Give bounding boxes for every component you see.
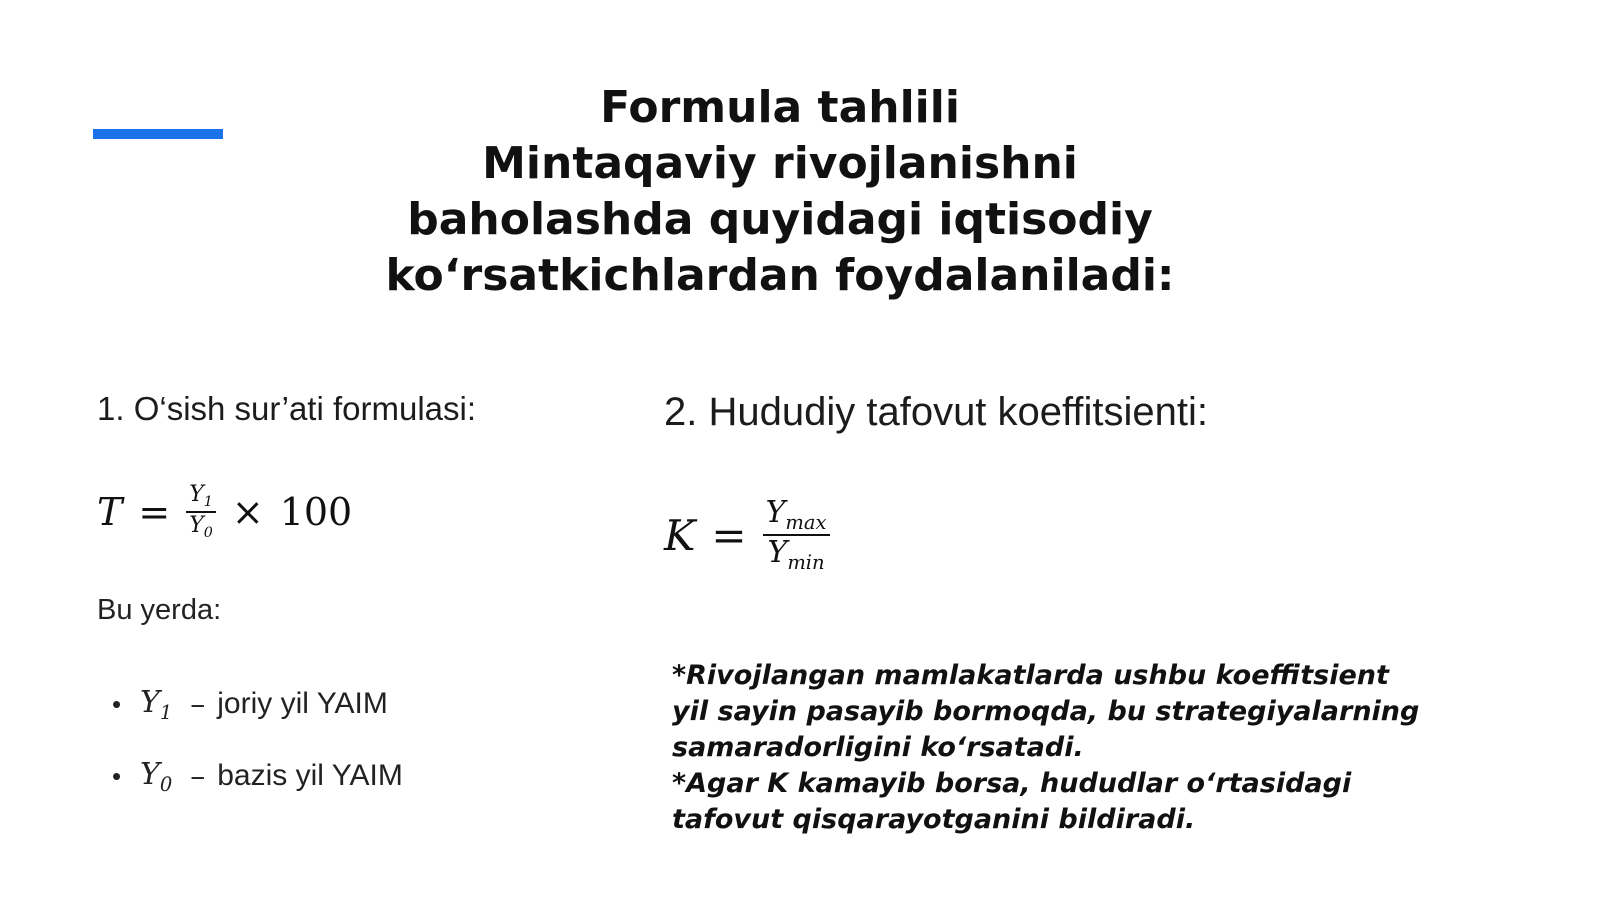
growth-rate-heading: 1. O‘sish sur’ati formulasi:: [97, 390, 477, 427]
list-item: [112, 754, 403, 798]
title-line: Mintaqaviy rivojlanishni: [482, 138, 1078, 189]
accent-bar: [93, 129, 223, 139]
where-label: Bu yerda:: [97, 594, 222, 626]
factor-value: 100: [279, 490, 353, 534]
bullet-icon: •: [112, 760, 122, 791]
fraction-numerator: $Y_1$: [186, 484, 216, 513]
equals-sign: =: [138, 490, 171, 534]
dash: –: [190, 758, 206, 794]
note-paragraph: *Rivojlangan mamlakatlarda ushbu koeffitsient yil sayin pasayib bormoqda, bu strategiyalarning samaradorligini ko‘rsatadi.: [672, 660, 1420, 763]
subscript: 1: [203, 493, 213, 510]
equals-sign: =: [711, 510, 747, 560]
note-paragraph: *Agar K kamayib borsa, hududlar o‘rtasidagi tafovut qisqarayotganini bildiradi.: [672, 768, 1352, 835]
disparity-formula: [664, 495, 830, 575]
list-item: [112, 682, 403, 726]
variable-symbol: $Y_1$: [140, 684, 173, 724]
formula-lhs: K: [664, 510, 696, 560]
growth-rate-formula: [97, 482, 352, 542]
variable-description: joriy yil YAIM: [217, 687, 388, 720]
subscript: max: [785, 510, 827, 534]
times-sign: ×: [231, 490, 264, 534]
dash: –: [190, 686, 206, 722]
fraction: [186, 481, 216, 541]
variable-description: bazis yil YAIM: [217, 759, 403, 792]
bullet-icon: •: [112, 688, 122, 719]
subscript: 0: [203, 525, 213, 541]
fraction-numerator: $Y_{max}$: [763, 498, 830, 536]
title-line: baholashda quyidagi iqtisodiy: [407, 194, 1153, 245]
formula-lhs: T: [97, 490, 123, 534]
variable-symbol: $Y_0$: [140, 756, 173, 796]
title-line: ko‘rsatkichlardan foydalaniladi:: [385, 250, 1175, 301]
subscript: min: [787, 550, 825, 574]
fraction: [763, 494, 830, 574]
disparity-coefficient-heading: 2. Hududiy tafovut koeffitsienti:: [664, 390, 1209, 434]
notes-block: [672, 658, 1432, 838]
fraction-denominator: $Y_0$: [189, 513, 213, 541]
title-line: Formula tahlili: [600, 82, 960, 133]
fraction-denominator: $Y_{min}$: [767, 535, 825, 574]
variable-list: [112, 682, 403, 826]
slide-title: [330, 80, 1230, 304]
